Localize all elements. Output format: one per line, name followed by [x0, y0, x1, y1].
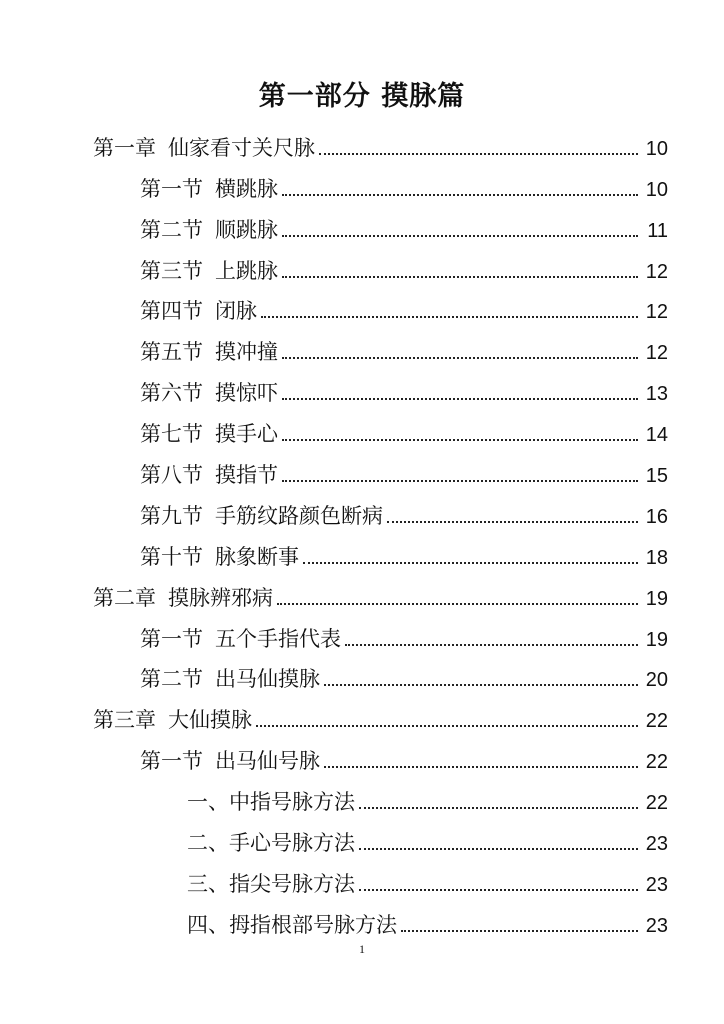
toc-page-number: 10 [645, 178, 668, 201]
toc-subsection-entry [0, 778, 724, 819]
toc-entry-label [140, 626, 341, 652]
toc-page-number: 12 [645, 342, 668, 365]
toc-entry-label [93, 707, 252, 733]
toc-subsection-entry [0, 819, 724, 860]
toc-page-number: 22 [645, 751, 668, 774]
toc-section-entry [0, 288, 724, 329]
toc-entry-title: 横跳脉 [215, 176, 278, 201]
toc-entry-label [140, 380, 278, 406]
toc-page-number: 13 [645, 383, 668, 406]
dot-leader [282, 439, 638, 441]
toc-entry-label [140, 258, 278, 284]
toc-section-entry [0, 492, 724, 533]
dot-leader [401, 930, 638, 932]
toc-entry-number: 第三节 [140, 258, 203, 283]
dot-leader [282, 480, 638, 482]
toc-entry-title: 三、指尖号脉方法 [187, 871, 355, 896]
toc-entry-title: 出马仙摸脉 [215, 667, 320, 692]
dot-leader [359, 807, 638, 809]
toc-entry-title: 四、拇指根部号脉方法 [187, 912, 397, 937]
toc-page-number: 16 [645, 505, 668, 528]
toc-entry-label [140, 666, 320, 692]
dot-leader [324, 684, 638, 686]
page-title: 第一部分 摸脉篇 [258, 81, 466, 112]
toc-entry-title: 摸惊吓 [215, 381, 278, 406]
toc-entry-label [140, 339, 278, 365]
toc-entry-title: 上跳脉 [215, 258, 278, 283]
toc-chapter-entry [0, 574, 724, 615]
toc-entry-label [140, 544, 299, 570]
toc-entry-label [140, 462, 278, 488]
toc-entry-title: 脉象断事 [215, 544, 299, 569]
toc-entry-number: 第九节 [140, 503, 203, 528]
toc-entry-title: 手筋纹路颜色断病 [215, 503, 383, 528]
toc-entry-number: 第六节 [140, 381, 203, 406]
toc-page-number: 20 [645, 669, 668, 692]
toc-section-entry [0, 737, 724, 778]
toc-entry-number: 第二节 [140, 217, 203, 242]
toc-entry-number: 第三章 [93, 708, 156, 733]
dot-leader [359, 848, 638, 850]
dot-leader [282, 276, 638, 278]
toc-entry-label [140, 503, 383, 529]
toc-entry-label [140, 217, 278, 243]
dot-leader [277, 603, 638, 605]
toc-page-number: 19 [645, 628, 668, 651]
toc-entry-number: 第八节 [140, 463, 203, 488]
toc-page-number: 22 [645, 710, 668, 733]
page-number: 1 [359, 942, 365, 956]
toc-page-number: 19 [645, 587, 668, 610]
toc-entry-title: 摸手心 [215, 422, 278, 447]
toc-entry-number: 第五节 [140, 340, 203, 365]
table-of-contents [0, 124, 724, 942]
toc-entry-label [140, 298, 257, 324]
toc-page-number: 23 [645, 873, 668, 896]
toc-page-number: 11 [647, 219, 668, 242]
dot-leader [282, 357, 638, 359]
toc-page-number: 15 [645, 465, 668, 488]
dot-leader [261, 316, 638, 318]
toc-section-entry [0, 165, 724, 206]
toc-entry-title: 仙家看寸关尺脉 [168, 135, 315, 160]
toc-entry-label [140, 176, 278, 202]
toc-entry-title: 五个手指代表 [215, 626, 341, 651]
toc-chapter-entry [0, 124, 724, 165]
toc-section-entry [0, 451, 724, 492]
toc-entry-number: 第十节 [140, 544, 203, 569]
toc-entry-title: 出马仙号脉 [215, 749, 320, 774]
toc-entry-number: 第一节 [140, 749, 203, 774]
toc-section-entry [0, 656, 724, 697]
toc-page-number: 14 [645, 424, 668, 447]
toc-entry-label [187, 912, 397, 938]
dot-leader [282, 235, 638, 237]
dot-leader [256, 725, 638, 727]
toc-subsection-entry [0, 860, 724, 901]
dot-leader [359, 889, 638, 891]
dot-leader [319, 153, 638, 155]
toc-entry-title: 二、手心号脉方法 [187, 831, 355, 856]
toc-entry-number: 第一章 [93, 135, 156, 160]
toc-entry-title: 大仙摸脉 [168, 708, 252, 733]
toc-entry-label [93, 135, 315, 161]
toc-entry-title: 闭脉 [215, 299, 257, 324]
toc-entry-label [140, 748, 320, 774]
toc-page-number: 10 [645, 137, 668, 160]
toc-entry-title: 一、中指号脉方法 [187, 790, 355, 815]
toc-entry-number: 第四节 [140, 299, 203, 324]
toc-entry-title: 摸指节 [215, 463, 278, 488]
toc-section-entry [0, 206, 724, 247]
toc-page-number: 18 [645, 546, 668, 569]
toc-entry-title: 摸脉辨邪病 [168, 585, 273, 610]
toc-entry-number: 第一节 [140, 176, 203, 201]
toc-section-entry [0, 369, 724, 410]
toc-entry-label [187, 830, 355, 856]
toc-chapter-entry [0, 696, 724, 737]
toc-entry-label [140, 421, 278, 447]
dot-leader [303, 562, 638, 564]
toc-section-entry [0, 247, 724, 288]
toc-entry-label [187, 789, 355, 815]
toc-page-number: 12 [645, 301, 668, 324]
dot-leader [282, 398, 638, 400]
toc-page-number: 23 [645, 833, 668, 856]
toc-section-entry [0, 328, 724, 369]
toc-entry-label [93, 585, 273, 611]
toc-entry-number: 第一节 [140, 626, 203, 651]
dot-leader [282, 194, 638, 196]
toc-section-entry [0, 410, 724, 451]
toc-section-entry [0, 615, 724, 656]
toc-entry-number: 第七节 [140, 422, 203, 447]
toc-entry-label [187, 871, 355, 897]
toc-entry-title: 摸冲撞 [215, 340, 278, 365]
toc-entry-number: 第二章 [93, 585, 156, 610]
dot-leader [324, 766, 638, 768]
dot-leader [345, 644, 638, 646]
toc-page-number: 12 [645, 260, 668, 283]
toc-subsection-entry [0, 901, 724, 942]
toc-entry-number: 第二节 [140, 667, 203, 692]
toc-page-number: 23 [645, 914, 668, 937]
toc-page-number: 22 [645, 792, 668, 815]
toc-section-entry [0, 533, 724, 574]
toc-entry-title: 顺跳脉 [215, 217, 278, 242]
dot-leader [387, 521, 638, 523]
